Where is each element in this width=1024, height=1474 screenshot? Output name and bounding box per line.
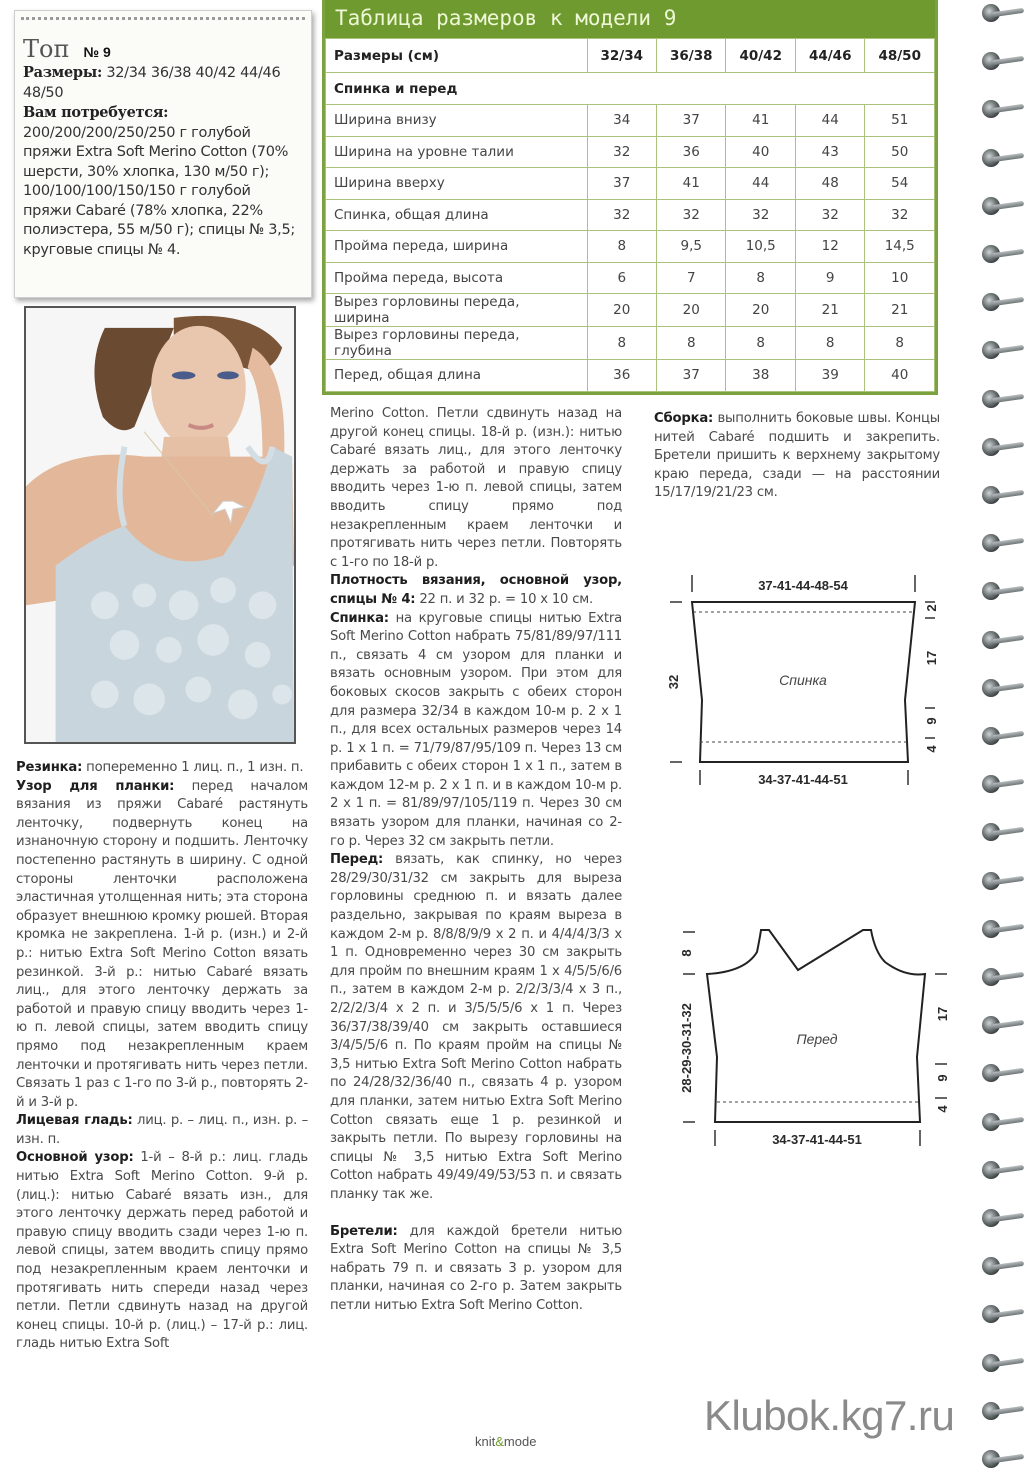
front-paragraph (330, 851, 622, 1204)
row-label: Ширина внизу (326, 105, 588, 137)
spiral-ring-icon (980, 580, 1024, 602)
spiral-ring-icon (980, 1400, 1024, 1422)
spiral-ring-icon (980, 1255, 1024, 1277)
row-label: Пройма переда, ширина (326, 231, 588, 263)
spiral-ring-icon (980, 532, 1024, 554)
size-table-grid (325, 38, 935, 392)
spiral-ring-icon (980, 436, 1024, 458)
spiral-ring-icon (980, 1207, 1024, 1229)
straps-paragraph (330, 1223, 622, 1316)
table-cell: 41 (726, 105, 795, 137)
spiral-ring-icon (980, 1062, 1024, 1084)
stockinette-label: Лицевая гладь: (16, 1113, 133, 1129)
row-label: Вырез горловины переда, ширина (326, 294, 588, 327)
band-repeat: Связать 1 раз с 1-го по 3-й р., повторять 2-й и 3-й р. (16, 1076, 308, 1110)
table-cell: 14,5 (865, 231, 935, 263)
table-cell: 51 (865, 105, 935, 137)
table-cell: 10,5 (726, 231, 795, 263)
table-row (326, 168, 935, 200)
assembly-paragraph (654, 410, 940, 503)
table-cell: 32 (657, 199, 726, 231)
materials-label: Вам потребуется: (23, 104, 169, 121)
table-cell: 48 (795, 168, 864, 200)
table-cell: 9 (795, 262, 864, 294)
table-cell: 37 (657, 360, 726, 392)
table-column-header: 36/38 (657, 39, 726, 73)
back-dim-bottom-band: 4 (924, 745, 939, 753)
sizes-line (23, 63, 303, 103)
table-cell: 8 (865, 327, 935, 360)
table-cell: 8 (726, 262, 795, 294)
spiral-binding (980, 0, 1024, 1474)
stockinette-text: лиц. р. – лиц. п., изн. р. – изн. п. (16, 1113, 308, 1147)
sizes-label: Размеры: (23, 64, 102, 81)
model-number: № 9 (83, 44, 111, 60)
table-cell: 44 (726, 168, 795, 200)
table-column-header: 40/42 (726, 39, 795, 73)
table-cell: 37 (587, 168, 656, 200)
gauge-paragraph (330, 572, 622, 609)
table-cell: 36 (657, 136, 726, 168)
spiral-ring-icon (980, 773, 1024, 795)
instructions-column-middle (330, 405, 622, 1316)
table-cell: 32 (795, 199, 864, 231)
spiral-ring-icon (980, 50, 1024, 72)
front-outline (707, 930, 925, 1122)
sizes-value: 32/34 36/38 40/42 44/46 48/50 (23, 65, 281, 101)
row-label: Вырез горловины переда, глубина (326, 327, 588, 360)
spiral-ring-icon (980, 629, 1024, 651)
table-cell: 20 (587, 294, 656, 327)
table-row (326, 231, 935, 263)
main-pattern-label: Основной узор: (16, 1150, 134, 1166)
site-watermark: Klubok.kg7.ru (704, 1392, 955, 1439)
table-cell: 32 (587, 136, 656, 168)
table-column-header: 44/46 (795, 39, 864, 73)
table-cell: 20 (657, 294, 726, 327)
band-paragraph (16, 778, 308, 1076)
table-column-header: 32/34 (587, 39, 656, 73)
table-cell: 36 (587, 360, 656, 392)
table-cell: 32 (865, 199, 935, 231)
back-dim-lower: 9 (924, 717, 939, 725)
spiral-ring-icon (980, 195, 1024, 217)
table-cell: 8 (726, 327, 795, 360)
spiral-ring-icon (980, 870, 1024, 892)
front-text: вязать, как спинку, но через 28/29/30/31/32 см закрыть для выреза горловины среднюю п. и вязать далее раздельно, закрывая по краям выреза в каждом 2-м р. 8/8/8/9/9 х 2 п. и 4/4/4/3/3 х 1 п. Одновременно через 30 см закрыть для пройм по внешним краям 1 х 4/5/5/6/6 п., затем в каждом 2-м р. 2/2/3/3/4 х 3 п., 2/2/2/3/4 х 2 п. и 3/5/5/5/6 х 1 п. Через 36/37/38/39/40 см закрыть оставшиеся 3/4/5/5/6 п. По краям пройм на спицы № 3,5 нитью Extra Soft Merino Cotton набрать по 24/28/32/36/40 п., связать 4 р. узором для планки, затем нитью Extra Soft Merino Cotton связать еще 1 р. резинкой и закрыть петли. По вырезу горловины на спицы № 3,5 нитью Extra Soft Merino Cotton набрать 49/49/49/53/53 п. и связать планку так же. (330, 852, 622, 1202)
band-text: перед началом вязания из пряжи Cabaré растянуть ленточку, подвернуть конец на изнаночную сторону и подшить. Ленточку постепенно растянуть в ширину. С одной стороны ленточки расположена эластичная утолщенная нить; эта сторона образует внешнюю кромку рюшей. Вторая кромка не закреплена. 1-й р. (изн.) и 2-й р.: нитью Extra Soft Merino Cotton вязать резинкой. 3-й р.: нитью Cabaré вязать лиц., для этого ленточку держать за работой и правую спицу вводить через 1-ю п. левой спицы, затем вводить спицу прямо под незакрепленным краем ленточки и протягивать нить через петли. (16, 778, 308, 1073)
table-cell: 10 (865, 262, 935, 294)
row-label: Ширина на уровне талии (326, 136, 588, 168)
straps-label: Бретели: (330, 1223, 398, 1239)
spiral-ring-icon (980, 1352, 1024, 1374)
table-row (326, 136, 935, 168)
front-left-height: 28-29-30-31-32 (679, 1003, 694, 1093)
spiral-ring-icon (980, 1159, 1024, 1181)
table-cell: 37 (657, 105, 726, 137)
spiral-ring-icon (980, 147, 1024, 169)
table-cell: 8 (657, 327, 726, 360)
front-dim-upper: 17 (935, 1006, 950, 1022)
table-row (326, 327, 935, 360)
spiral-ring-icon (980, 821, 1024, 843)
table-cell: 43 (795, 136, 864, 168)
table-cell: 40 (865, 360, 935, 392)
perforation-edge (21, 17, 305, 25)
front-dim-bottom-band: 4 (935, 1105, 950, 1113)
table-row (326, 294, 935, 327)
table-section-row (326, 73, 935, 105)
spiral-ring-icon (980, 1111, 1024, 1133)
table-cell: 39 (795, 360, 864, 392)
gauge-text: 22 п. и 32 р. = 10 х 10 см. (415, 591, 594, 607)
spiral-ring-icon (980, 1303, 1024, 1325)
spiral-ring-icon (980, 291, 1024, 313)
table-cell: 40 (726, 136, 795, 168)
rib-paragraph (16, 759, 308, 778)
table-cell: 54 (865, 168, 935, 200)
spiral-ring-icon (980, 966, 1024, 988)
main-pattern-continued: Merino Cotton. Петли сдвинуть назад на другой конец спицы. 18-й р. (изн.): нитью Cabaré вязать лиц., для этого ленточку держать за работой и правую спицу вводить через 1-ю п. левой спицы, затем вводить спицу прямо под незакрепленным краем ленточки и протягивать нить через петли. Повторять с 1-го по 18-й р. (330, 406, 622, 570)
spiral-ring-icon (980, 98, 1024, 120)
table-cell: 20 (726, 294, 795, 327)
band-label: Узор для планки: (16, 778, 175, 794)
front-piece-label: Перед (796, 1031, 838, 1047)
spiral-ring-icon (980, 484, 1024, 506)
table-cell: 38 (726, 360, 795, 392)
front-neck-depth: 8 (679, 949, 694, 957)
table-cell: 32 (587, 199, 656, 231)
row-label: Перед, общая длина (326, 360, 588, 392)
spiral-ring-icon (980, 1448, 1024, 1470)
table-cell: 34 (587, 105, 656, 137)
back-bottom-width: 34-37-41-44-51 (758, 772, 848, 787)
instructions-column-left (16, 759, 308, 1354)
info-card (14, 10, 312, 298)
table-row (326, 262, 935, 294)
back-text: на круговые спицы нитью Extra Soft Merino Cotton набрать 75/81/89/97/111 п., связать 4 см узором для планки и вязать основным узором. При этом для боковых скосов закрыть с обеих сторон для размера 32/34 в каждом 10-м р. 2 х 1 п., для всех остальных размеров через 14 р. 1 х 1 п. = 71/79/87/95/109 п. Через 13 см прибавить с обеих сторон 1 х 1 п., затем в каждом 12-м р. 2 х 1 п. и в каждом 10-м р. 2 х 1 п. = 81/89/97/105/119 п. Через 30 см вязать узором для планки, начиная со 2-го р. Через 32 см закрыть петли. (330, 610, 622, 849)
table-section-label: Спинка и перед (326, 73, 935, 105)
spiral-ring-icon (980, 243, 1024, 265)
back-pattern-diagram (660, 570, 950, 790)
model-title: Топ (23, 35, 70, 63)
table-cell: 8 (795, 327, 864, 360)
instructions-column-right (654, 410, 940, 503)
table-cell: 21 (795, 294, 864, 327)
stockinette-paragraph (16, 1112, 308, 1149)
front-dim-lower: 9 (935, 1074, 950, 1082)
main-pattern-text: 1-й – 8-й р.: лиц. гладь нитью Extra Soft Merino Cotton. 9-й р. (лиц.): нитью Cabaré вязать изн., для этого ленточку держать перед работой и правую спицу вводить сзади через 1-ю п. левой спицы, затем вводить спицу прямо под незакрепленным краем ленточки и протягивать нить спереди назад через петли. Петли сдвинуть назад на другой конец спицы. 10-й р. (лиц.) – 17-й р.: лиц. гладь нитью Extra Soft (16, 1150, 309, 1352)
row-label: Спинка, общая длина (326, 199, 588, 231)
back-paragraph (330, 610, 622, 852)
front-bottom-width: 34-37-41-44-51 (772, 1132, 862, 1147)
assembly-label: Сборка: (654, 411, 714, 426)
main-pattern-paragraph (16, 1149, 308, 1354)
materials-text: 200/200/200/250/250 г голубой пряжи Extra Soft Merino Cotton (70% шерсти, 30% хлопка, 130 м/50 г); 100/100/100/150/150 г голубой пряжи Cabaré (78% хлопка, 22% полиэстера, 55 м/50 г); спицы № 3,5; круговые спицы № 4. (23, 124, 295, 258)
back-dim-upper: 17 (924, 650, 939, 666)
table-cell: 12 (795, 231, 864, 263)
back-label: Спинка: (330, 610, 389, 626)
row-label: Ширина вверху (326, 168, 588, 200)
row-label: Пройма переда, высота (326, 262, 588, 294)
spiral-ring-icon (980, 388, 1024, 410)
model-photo (24, 306, 296, 744)
table-cell: 9,5 (657, 231, 726, 263)
table-cell: 50 (865, 136, 935, 168)
front-pattern-diagram (665, 922, 955, 1152)
table-cell: 8 (587, 231, 656, 263)
spiral-ring-icon (980, 677, 1024, 699)
table-row (326, 360, 935, 392)
back-height: 32 (666, 674, 681, 690)
spiral-ring-icon (980, 725, 1024, 747)
spiral-ring-icon (980, 1014, 1024, 1036)
rib-label: Резинка: (16, 760, 83, 775)
back-dim-top-band: 2 (924, 604, 939, 612)
assembly-text: выполнить боковые швы. Концы нитей Cabaré подшить и закрепить. Бретели пришить к верхнему закрытому краю переда, сзади — на расстоянии 15/17/19/21/23 см. (654, 411, 940, 501)
rib-text: попеременно 1 лиц. п., 1 изн. п. (82, 760, 304, 775)
front-label: Перед: (330, 852, 384, 868)
back-piece-label: Спинка (779, 672, 827, 688)
table-cell: 7 (657, 262, 726, 294)
spiral-ring-icon (980, 2, 1024, 24)
spiral-ring-icon (980, 918, 1024, 940)
table-cell: 8 (587, 327, 656, 360)
straps-text: для каждой бретели нитью Extra Soft Merino Cotton на спицы № 3,5 набрать 79 п. и связать 3 р. узором для планки, начиная со 2-го р. Затем закрыть петли нитью Extra Soft Merino Cotton. (330, 1223, 622, 1313)
table-cell: 32 (726, 199, 795, 231)
gauge-label: Плотность вязания, основной узор, спицы № 4: (330, 573, 622, 607)
table-cell: 41 (657, 168, 726, 200)
table-column-header: 48/50 (865, 39, 935, 73)
back-top-width: 37-41-44-48-54 (758, 578, 848, 593)
spiral-ring-icon (980, 339, 1024, 361)
size-table (322, 0, 938, 395)
table-cell: 44 (795, 105, 864, 137)
size-table-title: Таблица размеров к модели 9 (325, 0, 935, 38)
table-cell: 6 (587, 262, 656, 294)
table-row (326, 105, 935, 137)
publisher-logo: knit&mode (475, 1434, 537, 1449)
table-header-row (326, 39, 935, 73)
table-header-label: Размеры (см) (326, 39, 588, 73)
table-cell: 21 (865, 294, 935, 327)
table-row (326, 199, 935, 231)
